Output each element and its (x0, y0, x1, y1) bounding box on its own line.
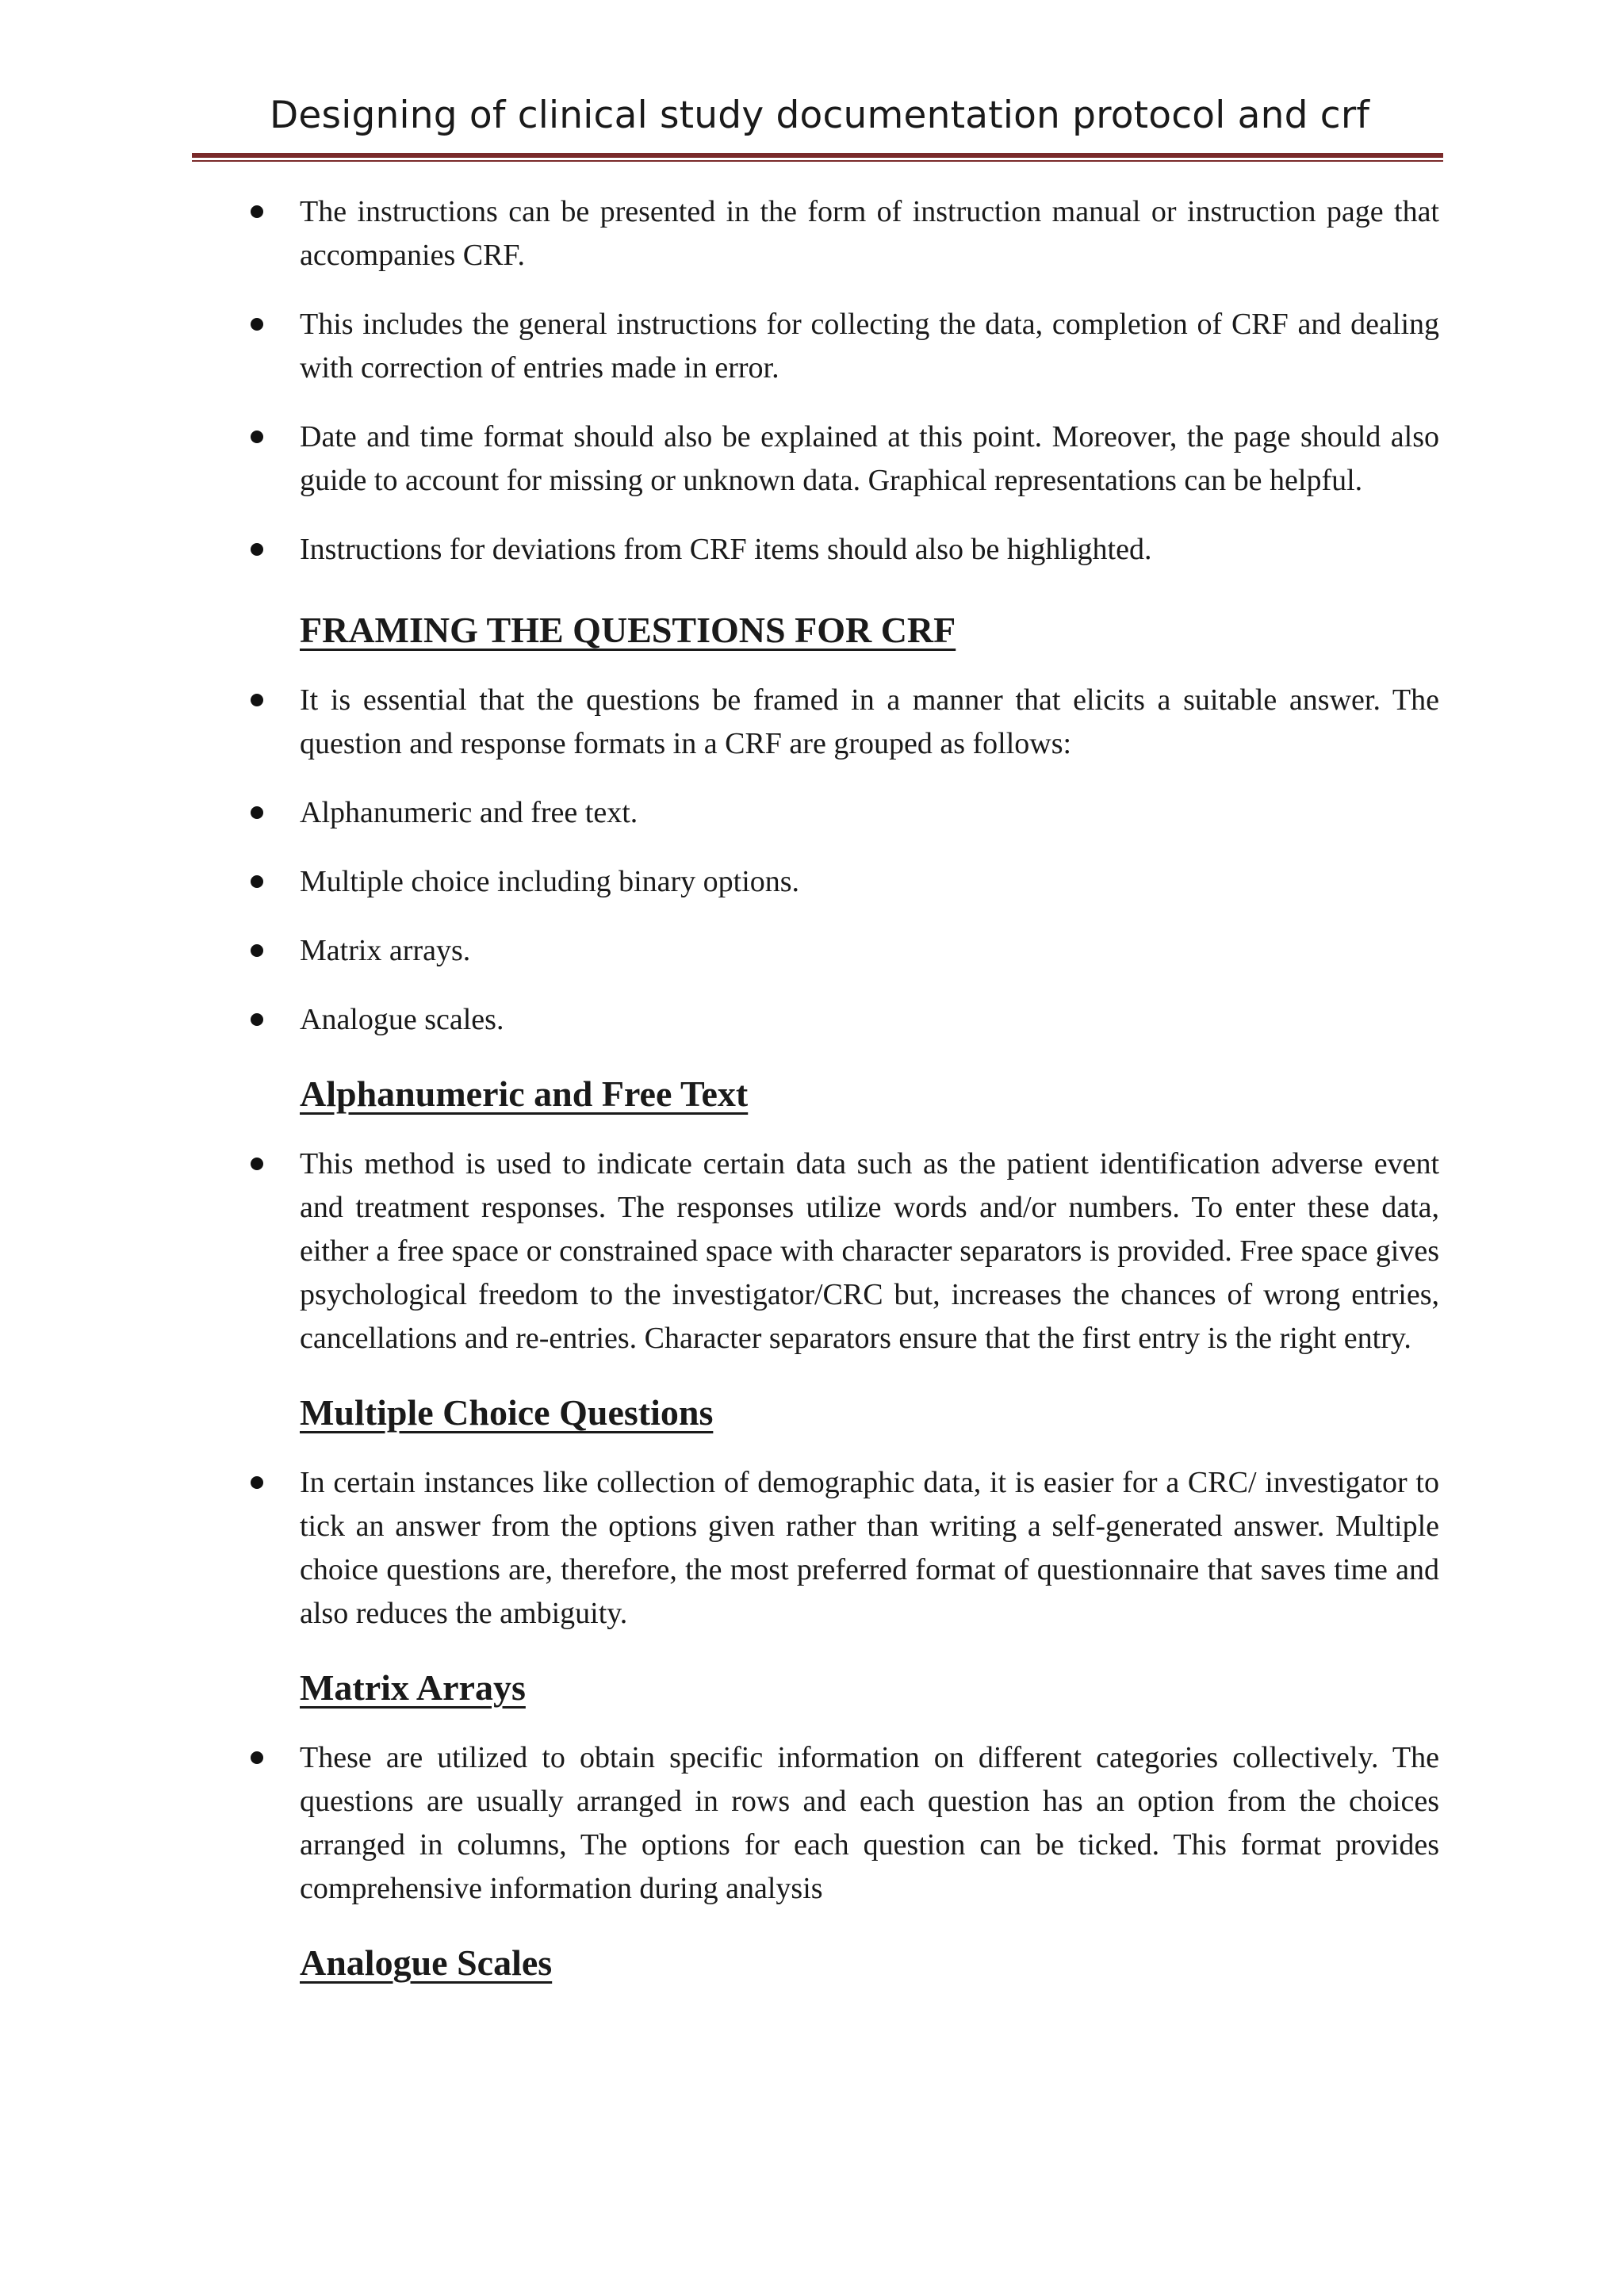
section-heading-alphanumeric: Alphanumeric and Free Text (300, 1073, 749, 1114)
bullet-item (230, 303, 1439, 390)
section-heading-multiple-choice: Multiple Choice Questions (300, 1392, 714, 1433)
bullet-text: Multiple choice including binary options. (300, 865, 800, 898)
bullet-item (230, 929, 1439, 973)
bullet-text: It is essential that the questions be framed in a manner that elicits a suitable answer. The question and response formats in a CRF are grouped as follows: (300, 683, 1439, 760)
bullet-item (230, 1736, 1439, 1911)
section-heading-analogue-scales: Analogue Scales (300, 1942, 553, 1983)
section-heading-matrix-arrays: Matrix Arrays (300, 1667, 526, 1708)
bullet-item (230, 998, 1439, 1042)
bullet-icon (251, 694, 263, 706)
bullet-item (230, 791, 1439, 835)
bullet-text: Analogue scales. (300, 1003, 504, 1036)
bullet-item (230, 190, 1439, 277)
bullet-item (230, 679, 1439, 766)
document-body (230, 190, 1439, 2011)
bullet-icon (251, 1476, 263, 1489)
bullet-icon (251, 318, 263, 331)
section-heading-framing-questions: FRAMING THE QUESTIONS FOR CRF (300, 610, 956, 650)
bullet-text: Alphanumeric and free text. (300, 796, 638, 829)
bullet-icon (251, 430, 263, 443)
page-header-title: Designing of clinical study documentation protocol and crf (270, 94, 1370, 137)
bullet-icon (251, 875, 263, 888)
bullet-item (230, 415, 1439, 503)
bullet-text: Instructions for deviations from CRF items should also be highlighted. (300, 533, 1152, 566)
bullet-text: These are utilized to obtain specific information on different categories collectively. The questions are usually arranged in rows and each question has an option from the choices arranged in columns, The options for each question can be ticked. This format provides comprehensive information during analysis (300, 1741, 1439, 1905)
bullet-item (230, 860, 1439, 904)
bullet-icon (251, 543, 263, 556)
bullet-icon (251, 205, 263, 218)
bullet-icon (251, 944, 263, 957)
header-rule-thick (192, 153, 1443, 158)
bullet-text: In certain instances like collection of demographic data, it is easier for a CRC/ investigator to tick an answer from the options given rather than writing a self-generated answer. Multiple choice questions are, therefore, the most preferred format of questionnaire that saves time and also reduces the ambiguity. (300, 1466, 1439, 1630)
bullet-text: The instructions can be presented in the form of instruction manual or instruction page that accompanies CRF. (300, 195, 1439, 272)
bullet-item (230, 528, 1439, 572)
bullet-icon (251, 1013, 263, 1026)
bullet-icon (251, 1751, 263, 1764)
bullet-item (230, 1461, 1439, 1636)
header-rule-thin (192, 160, 1443, 162)
bullet-text: Matrix arrays. (300, 934, 471, 967)
bullet-text: This includes the general instructions for collecting the data, completion of CRF and dealing with correction of entries made in error. (300, 308, 1439, 385)
bullet-item (230, 1142, 1439, 1360)
bullet-text: Date and time format should also be explained at this point. Moreover, the page should also guide to account for missing or unknown data. Graphical representations can be helpful. (300, 420, 1439, 497)
bullet-icon (251, 806, 263, 819)
bullet-text: This method is used to indicate certain data such as the patient identification adverse event and treatment responses. The responses utilize words and/or numbers. To enter these data, either a free space or constrained space with character separators is provided. Free space gives psychological freedom to the investigator/CRC but, increases the chances of wrong entries, cancellations and re-entries. Character separators ensure that the first entry is the right entry. (300, 1147, 1439, 1355)
bullet-icon (251, 1158, 263, 1170)
